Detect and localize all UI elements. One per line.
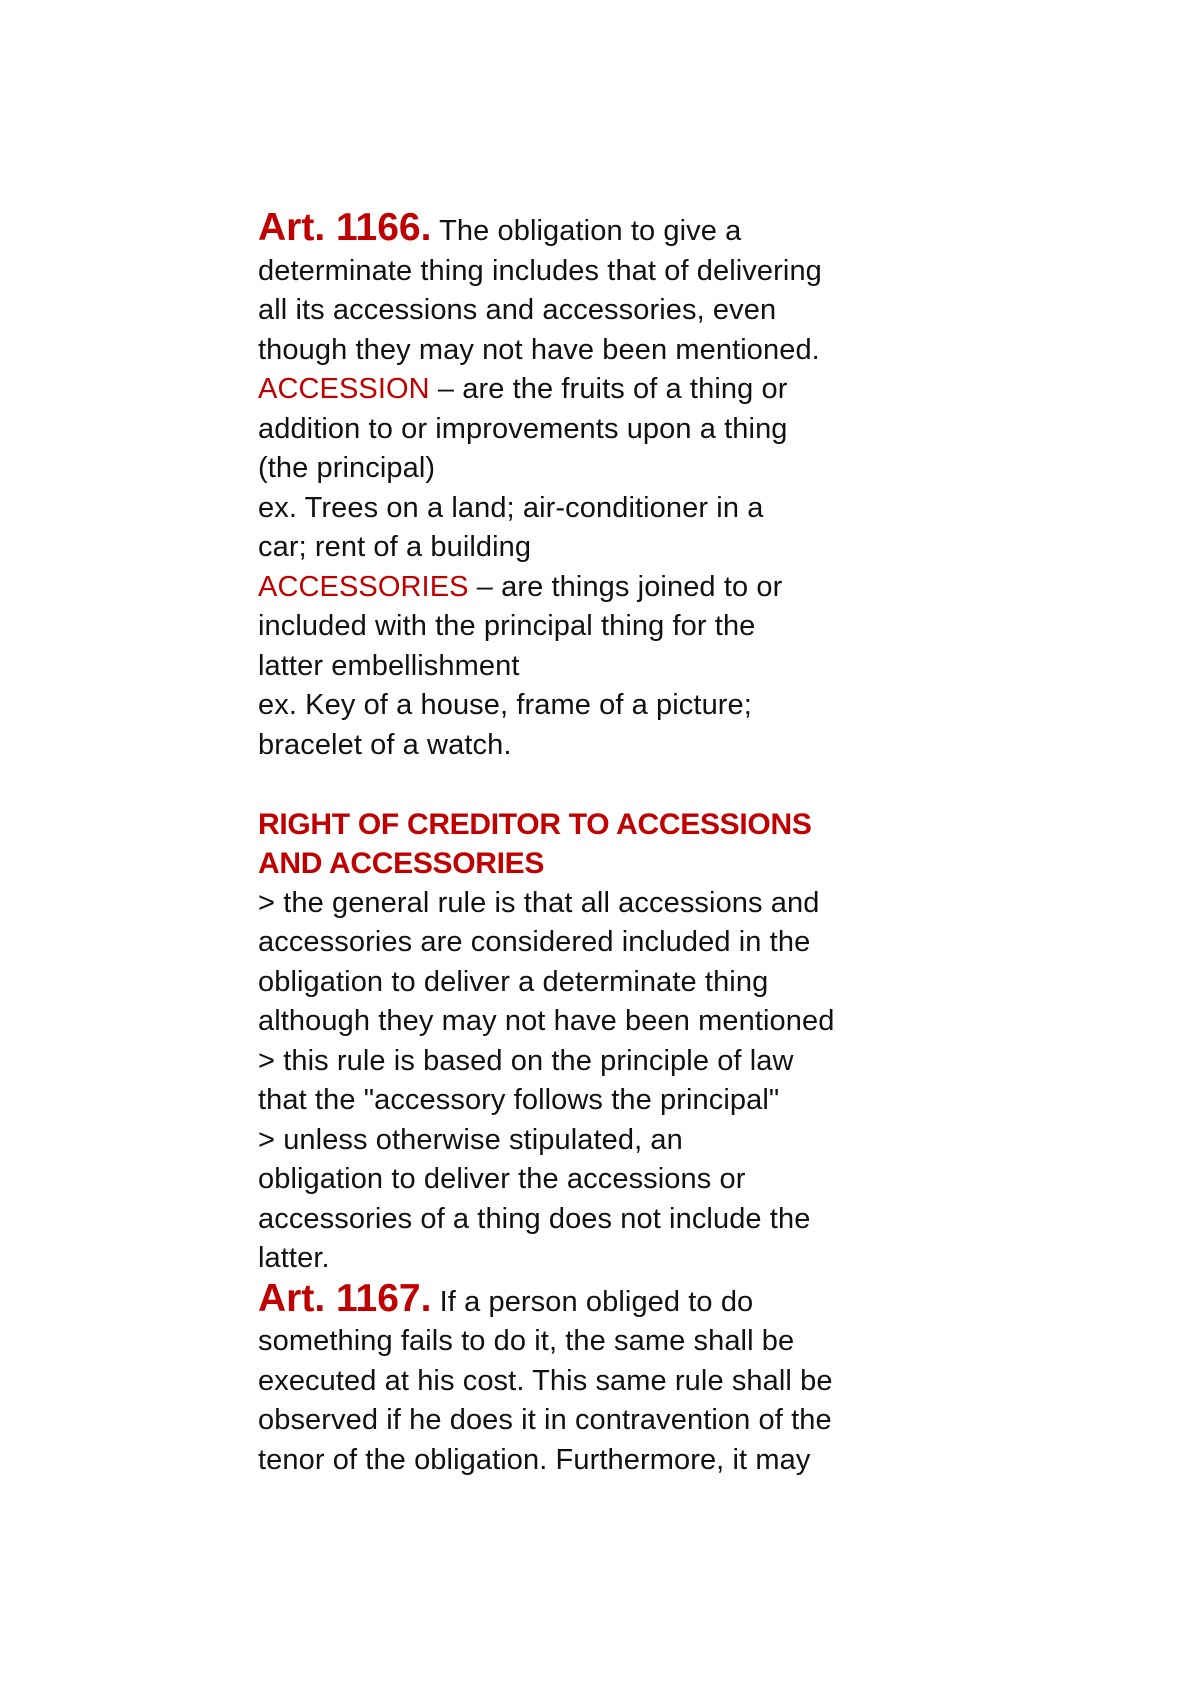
article-1167-label: Art. 1167.	[258, 1276, 432, 1320]
accession-example-1: ex. Trees on a land; air-conditioner in a	[258, 491, 764, 524]
accessories-example-1: ex. Key of a house, frame of a picture;	[258, 689, 752, 721]
accession-definition-text-1: – are the fruits of a thing or	[429, 373, 788, 405]
section-body-line-10: latter.	[258, 1242, 330, 1274]
article-1167-line-1	[258, 1276, 958, 1323]
accessories-definition	[258, 568, 958, 766]
section-body-line-2: accessories are considered included in the	[258, 926, 811, 958]
article-1166-text-2: determinate thing includes that of delivering	[258, 254, 822, 287]
article-1167-text-5: tenor of the obligation. Furthermore, it may	[258, 1443, 811, 1476]
section-body-line-6: that the "accessory follows the principal"	[258, 1084, 780, 1116]
article-1166	[258, 208, 958, 370]
paragraph-spacer	[258, 765, 958, 805]
article-1166-text-1: The obligation to give a	[431, 215, 742, 247]
accessories-line-1	[258, 568, 958, 608]
accessories-definition-text-3: latter embellishment	[258, 649, 520, 682]
article-1167-text-1: If a person obliged to do	[431, 1285, 754, 1318]
section-body-line-7: > unless otherwise stipulated, an	[258, 1123, 683, 1156]
section-body-line-8: obligation to deliver the accessions or	[258, 1163, 746, 1195]
section-body-line-5: > this rule is based on the principle of law	[258, 1044, 794, 1077]
accessories-definition-text-2: included with the principal thing for the	[258, 610, 756, 642]
section-body-line-4: although they may not have been mentioned	[258, 1005, 835, 1037]
accessories-definition-text-1: – are things joined to or	[468, 570, 783, 603]
article-1167-text-2: something fails to do it, the same shall be	[258, 1325, 795, 1357]
article-1166-line-1	[258, 208, 958, 252]
section-body-line-3: obligation to deliver a determinate thing	[258, 965, 769, 998]
section-heading-line-1: RIGHT OF CREDITOR TO ACCESSIONS	[258, 807, 812, 841]
accession-term: ACCESSION	[258, 373, 430, 405]
section-body-line-1: > the general rule is that all accessions and	[258, 886, 820, 919]
article-1167-text-4: observed if he does it in contravention of the	[258, 1404, 832, 1436]
accessories-term: ACCESSORIES	[258, 570, 469, 603]
section-body-line-9: accessories of a thing does not include the	[258, 1202, 811, 1235]
article-1167-text-3: executed at his cost. This same rule shall be	[258, 1364, 833, 1397]
accession-definition-text-2: addition to or improvements upon a thing	[258, 412, 788, 445]
accession-definition	[258, 370, 958, 568]
accession-definition-text-3: (the principal)	[258, 452, 436, 484]
accession-example-2: car; rent of a building	[258, 531, 532, 563]
section-heading-line-2: AND ACCESSORIES	[258, 847, 545, 880]
article-1166-text-3: all its accessions and accessories, even	[258, 294, 777, 326]
accessories-example-2: bracelet of a watch.	[258, 728, 512, 761]
right-of-creditor-section	[258, 805, 958, 1279]
accession-line-1	[258, 370, 958, 410]
article-1166-text-4: though they may not have been mentioned.	[258, 333, 820, 366]
article-1166-label: Art. 1166.	[258, 206, 432, 249]
document-page	[258, 208, 958, 1480]
article-1167	[258, 1276, 958, 1481]
